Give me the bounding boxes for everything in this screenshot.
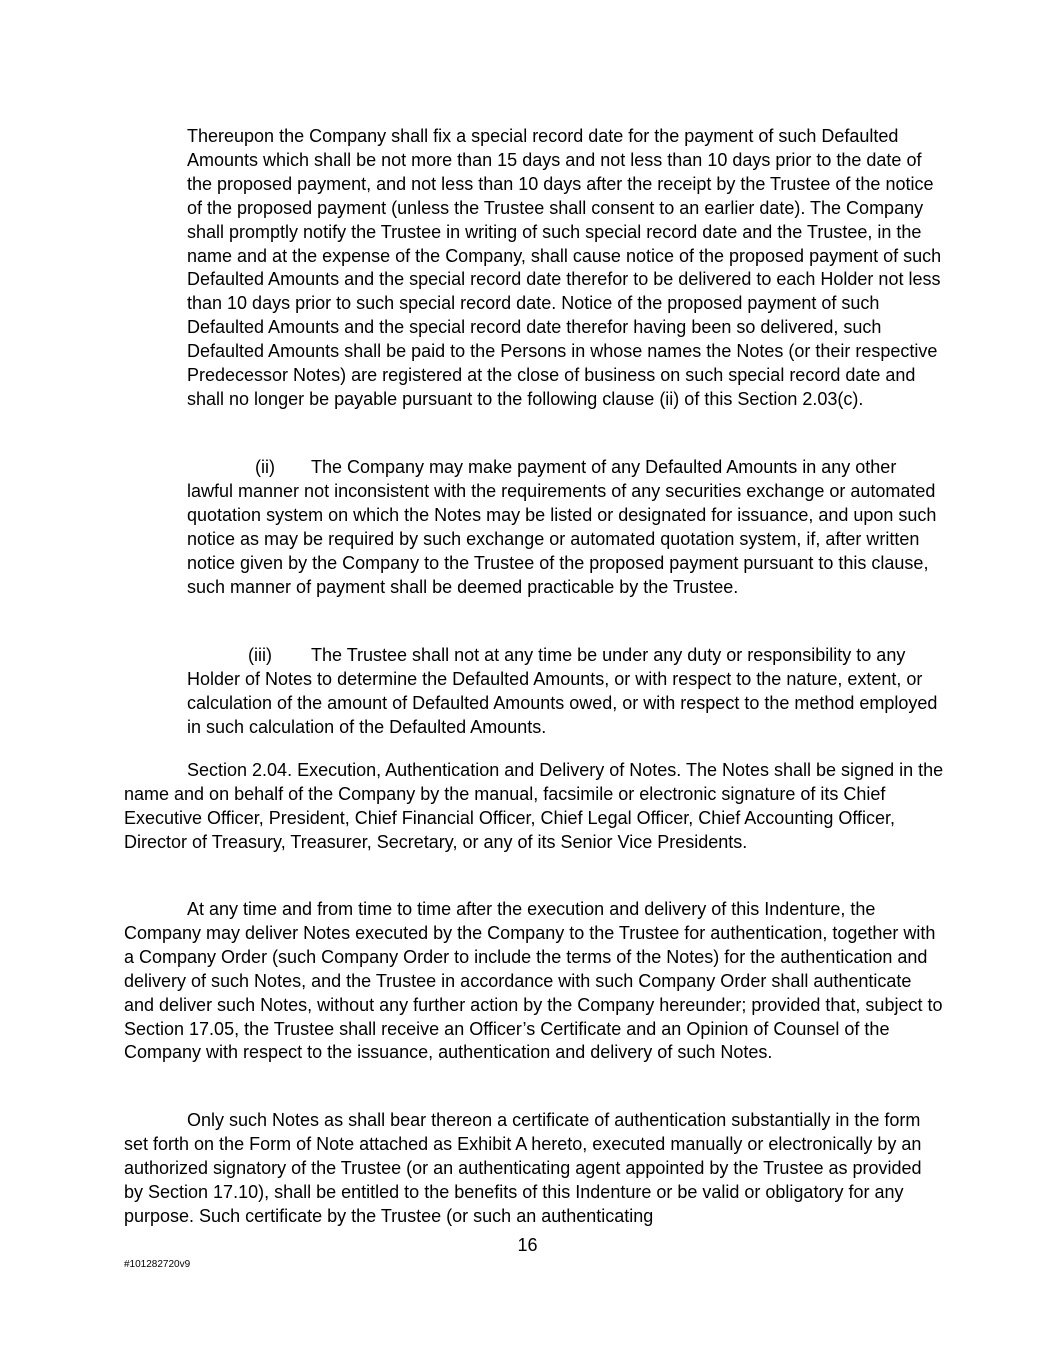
paragraph-clause-ii <box>187 456 947 599</box>
paragraph-section-2-04: Section 2.04. Execution, Authentication and Delivery of Notes. The Notes shall be signed in the name and on behalf of the Company by the manual, facsimile or electronic signature of its Chief Executive Officer, President, Chief Financial Officer, Chief Legal Officer, Chief Accounting Officer, Director of Treasury, Treasurer, Secretary, or any of its Senior Vice Presidents. <box>124 760 944 852</box>
paragraph-clause-iii <box>187 644 947 740</box>
clause-ii-text: The Company may make payment of any Defaulted Amounts in any other lawful manner not inconsistent with the requirements of any securities exchange or automated quotation system on which the Notes may be listed or designated for issuance, and upon such notice as may be required by such exchange or automated quotation system, if, after written notice given by the Company to the Trustee of the proposed payment pursuant to this clause, such manner of payment shall be deemed practicable by the Trustee. <box>187 457 937 597</box>
clause-number-ii: (ii) <box>255 457 275 477</box>
clause-number-iii: (iii) <box>248 645 272 665</box>
paragraph-company-order: At any time and from time to time after the execution and delivery of this Indenture, the Company may deliver Notes executed by the Company to the Trustee for authentication, together with a Company Order (such Company Order to include the terms of the Notes) for the authentication and delivery of such Notes, and the Trustee in accordance with such Company Order shall authenticate and deliver such Notes, without any further action by the Company hereunder; provided that, subject to Section 17.05, the Trustee shall receive an Officer’s Certificate and an Opinion of Counsel of the Company with respect to the issuance, authentication and delivery of such Notes. <box>124 899 943 1063</box>
paragraph-special-record-date: Thereupon the Company shall fix a special record date for the payment of such Defaulted Amounts which shall be not more than 15 days and not less than 10 days prior to the date of the proposed payment, and not less than 10 days after the receipt by the Trustee of the notice of the proposed payment (unless the Trustee shall consent to an earlier date). The Company shall promptly notify the Trustee in writing of such special record date and the Trustee, in the name and at the expense of the Company, shall cause notice of the proposed payment of such Defaulted Amounts and the special record date therefor to be delivered to each Holder not less than 10 days prior to such special record date. Notice of the proposed payment of such Defaulted Amounts and the special record date therefor having been so delivered, such Defaulted Amounts shall be paid to the Persons in whose names the Notes (or their respective Predecessor Notes) are registered at the close of business on such special record date and shall no longer be payable pursuant to the following clause (ii) of this Section 2.03(c). <box>187 126 942 409</box>
paragraph-certificate-of-authentication: Only such Notes as shall bear thereon a certificate of authentication substantially in the form set forth on the Form of Note attached as Exhibit A hereto, executed manually or electronically by an authorized signatory of the Trustee (or an authenticating agent appointed by the Trustee as provided by Section 17.10), shall be entitled to the benefits of this Indenture or be valid or obligatory for any purpose. Such certificate by the Trustee (or such an authenticating <box>124 1110 922 1226</box>
page-number: 16 <box>517 1235 538 1255</box>
document-id: #101282720v9 <box>124 1259 191 1270</box>
clause-iii-text: The Trustee shall not at any time be under any duty or responsibility to any Holder of Notes to determine the Defaulted Amounts, or with respect to the nature, extent, or calculation of the amount of Defaulted Amounts owed, or with respect to the method employed in such calculation of the Defaulted Amounts. <box>187 645 938 737</box>
